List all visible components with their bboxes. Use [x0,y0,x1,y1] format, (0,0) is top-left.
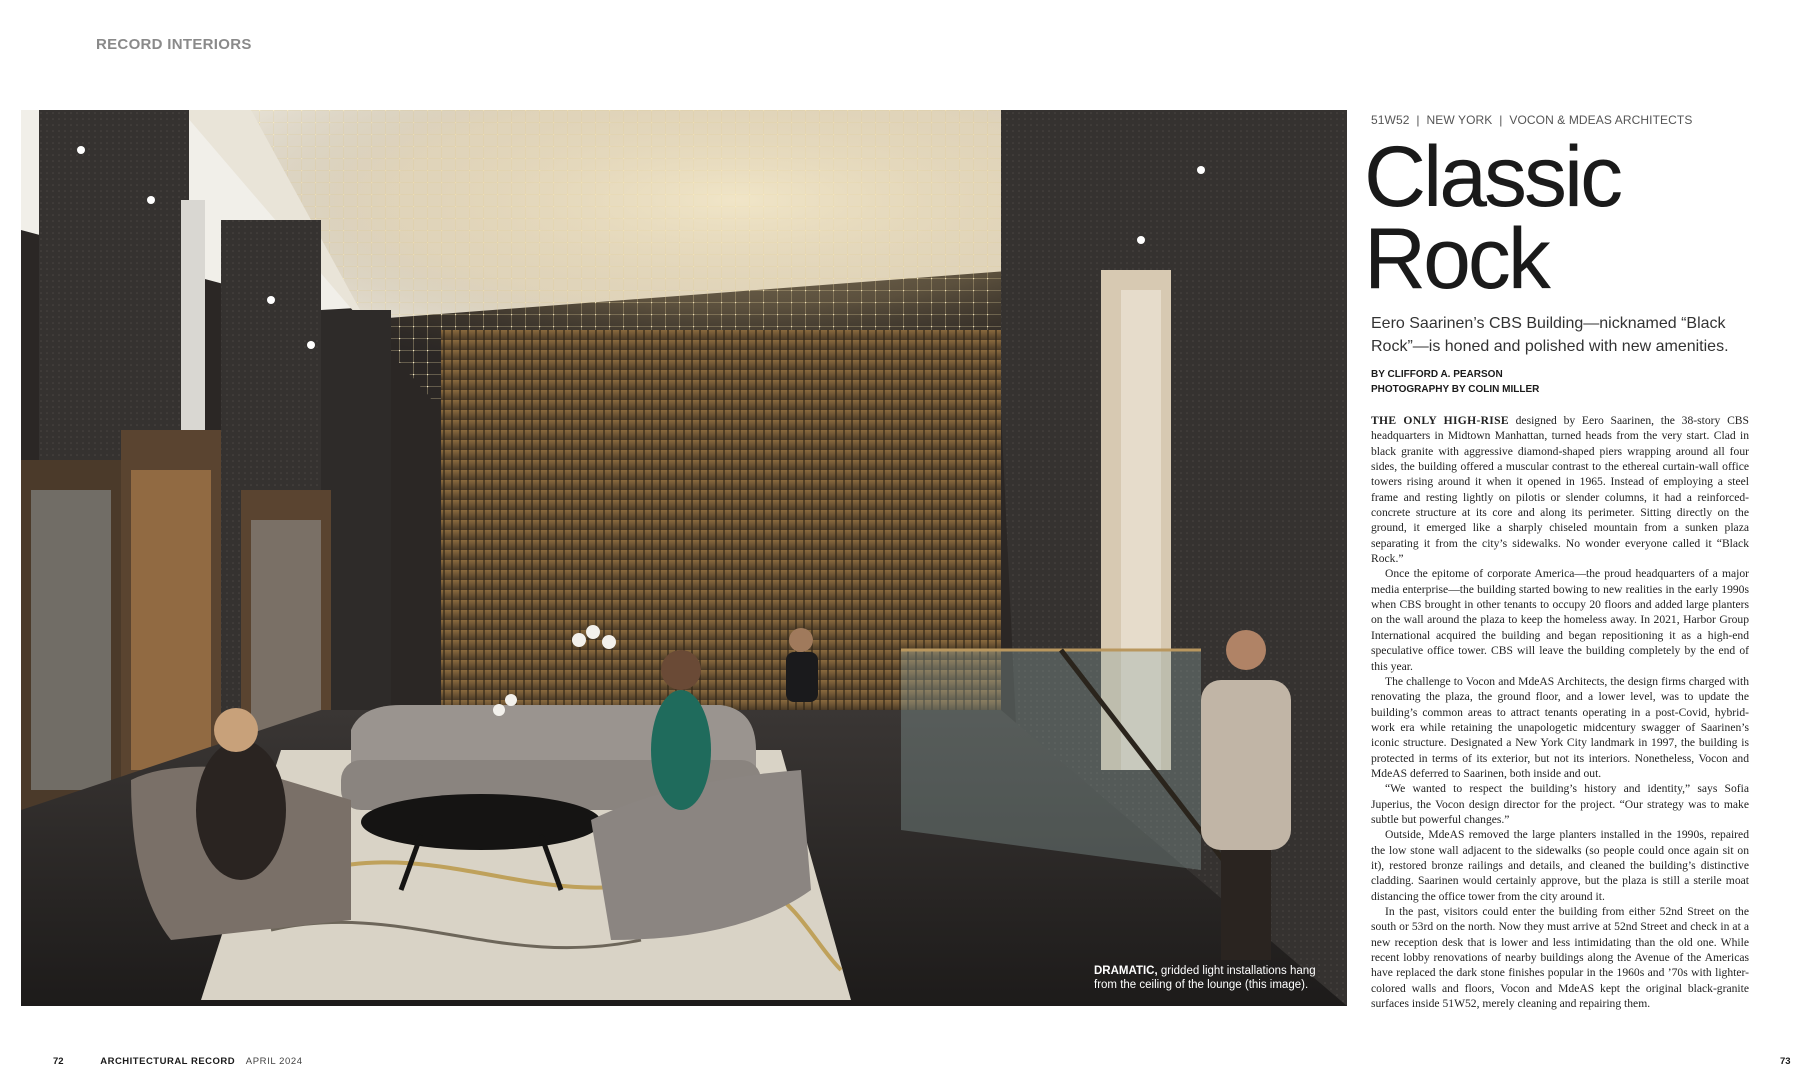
photo-caption-lead: DRAMATIC, [1094,965,1158,977]
body-paragraph: In the past, visitors could enter the building from either 52nd Street on the south or 53rd on the north. Now they must arrive at 52nd Street and check in at a new reception desk that is lower and less intimidating than the old one. While recent lobby renovations of nearby buildings along the Avenue of the Americas have replaced the dark stone finishes popular in the 1960s and ’70s with lighter-colored walls and floors, Vocon and MdeAS kept the original black-granite surfaces inside 51W52, merely cleaning and repairing them. [1371,905,1749,1011]
lead-in: THE ONLY HIGH-RISE [1371,414,1509,427]
body-paragraph: The challenge to Vocon and MdeAS Architects, the design firms charged with renovating the plaza, the ground floor, and a lower level, was to update the building’s common areas to attract tenants operating in a post-Covid, hybrid-work era while retaining the unapologetic midcentury swagger of Saarinen’s iconic structure. Designated a New York City landmark in 1997, the building is protected in terms of its exterior, but not its interiors. Nonetheless, Vocon and MdeAS deferred to Saarinen, both inside and out. [1371,674,1749,780]
title-line-1: Classic [1364,129,1621,225]
publication-name: ARCHITECTURAL RECORD [100,1056,236,1067]
article-credits [1371,368,1539,397]
article-kicker: 51W52 | NEW YORK | VOCON & MDEAS ARCHITECTS [1371,113,1693,127]
section-label: RECORD INTERIORS [96,36,252,53]
page-number-left: 72 [53,1056,64,1067]
footer-left [53,1056,303,1067]
photo-credit: PHOTOGRAPHY BY COLIN MILLER [1371,383,1540,395]
body-paragraph [1371,413,1749,566]
article-title [1364,129,1784,307]
issue-date: APRIL 2024 [245,1056,303,1067]
body-paragraph: “We wanted to respect the building’s history and identity,” says Sofia Juperius, the Vocon design director for the project. “Our strategy was to make subtle but powerful changes.” [1371,782,1749,826]
photo-caption [1094,964,1324,993]
body-paragraph: Outside, MdeAS removed the large planters installed in the 1990s, repaired the low stone wall adjacent to the sidewalks (so people could once again sit on it), restored bronze railings and details, and cleaned the building’s distinctive cladding. Saarinen would certainly approve, but the plaza is still a sterile moat distancing the office tower from the city around it. [1371,828,1749,903]
lobby-photo [21,110,1347,1006]
article-dek: Eero Saarinen’s CBS Building—nicknamed “Black Rock”—is honed and polished with new amenities. [1371,315,1729,355]
body-paragraph: Once the epitome of corporate America—the proud headquarters of a major media enterprise—the building started bowing to new realities in the early 1990s when CBS brought in other tenants to occupy 20 floors and added large planters on the wall around the plaza to keep the homeless away. In 2021, Harbor Group International acquired the building and began repositioning it as a high-end speculative office tower. CBS will leave the building completely by the end of this year. [1371,567,1749,673]
paragraph-text: designed by Eero Saarinen, the 38-story CBS headquarters in Midtown Manhattan, turned heads from the very start. Clad in black granite with aggressive diamond-shaped piers wrapping around all four sides, the building offered a muscular contrast to the ethereal curtain-wall office towers rising around it when it opened in 1965. Instead of employing a steel frame and resting lightly on pilotis or slender columns, it had a reinforced-concrete structure at its core and along its perimeter. Sitting directly on the ground, it emerged like a sharply chiseled mountain from a sunken plaza separating it from the city’s sidewalks. No wonder everyone called it “Black Rock.” [1371,414,1749,566]
photo-caption-text: gridded light installations hang from the ceiling of the lounge (this image). [1094,965,1316,992]
byline: BY CLIFFORD A. PEARSON [1371,369,1503,380]
title-line-2: Rock [1364,211,1548,307]
page-number-right: 73 [1780,1056,1791,1067]
article-body [1371,413,1749,1011]
